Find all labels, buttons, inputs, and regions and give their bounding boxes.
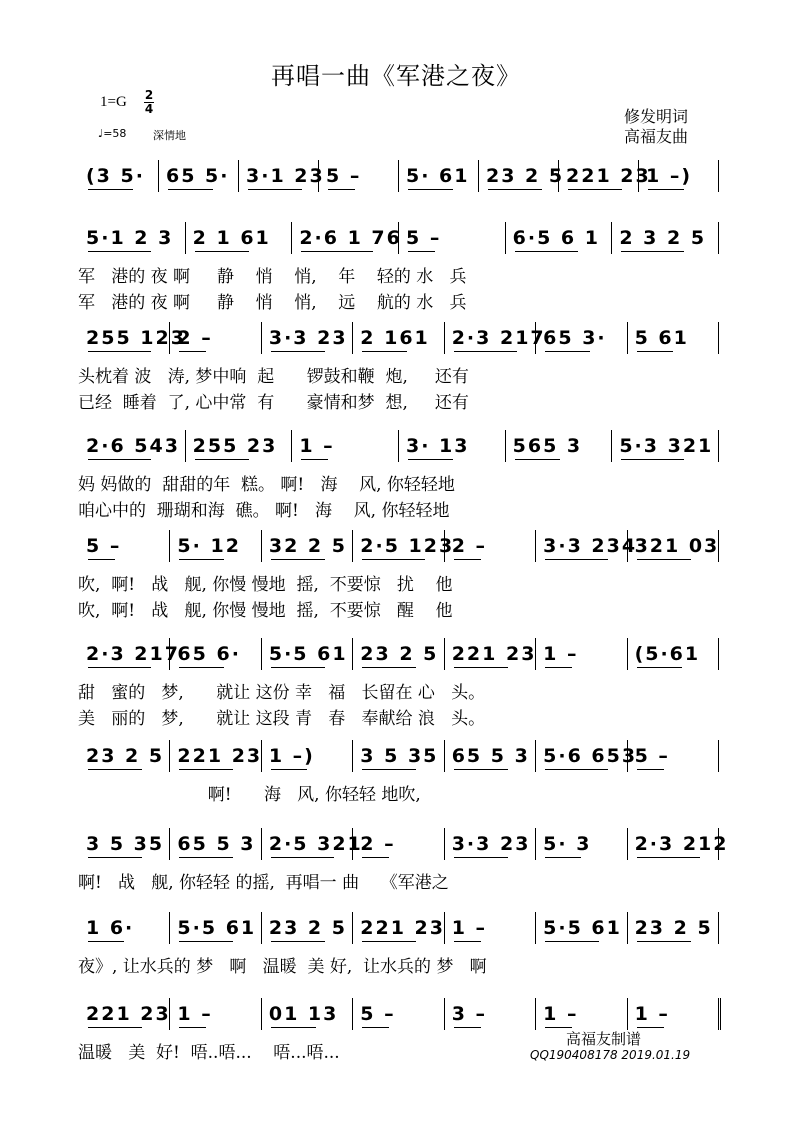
measure: 2·5 321 [268,833,363,855]
notation-row [78,530,726,562]
beam-line [454,1027,481,1028]
beam-line [621,251,684,252]
barline [444,530,445,562]
barline [158,160,159,192]
beam-line [515,251,578,252]
lyric-line: 妈 妈做的 甜甜的年 糕。 啊! 海 风, 你轻轻地 [78,475,455,495]
measure: 2·3 212 [634,833,729,855]
measure: 5 61 [634,327,689,349]
barline [169,912,170,944]
measure: 255 123 [86,327,186,349]
barline [169,998,170,1030]
measure: 23 2 5 [268,917,347,939]
maker-credit: 高福友制谱 [566,1030,642,1048]
measure: 5 – [360,1003,396,1025]
lyric-line: 头枕着 波 涛, 梦中响 起 锣鼓和鞭 炮, 还有 [78,367,469,387]
beam-line [637,667,682,668]
measure: 2 – [360,833,396,855]
measure: 2·3 217 [86,643,180,665]
barline [535,638,536,670]
barline [352,322,353,354]
beam-line [179,941,233,942]
measure: 23 2 5 [360,643,439,665]
barline [627,912,628,944]
measure: 2 – [177,327,213,349]
barline [444,322,445,354]
beam-line [195,251,249,252]
beam-line [88,857,142,858]
beam-line [88,459,151,460]
beam-line [621,459,684,460]
beam-line [637,941,691,942]
barline [398,430,399,462]
barline [718,430,719,462]
beam-line [328,189,355,190]
measure: 1 –) [646,165,693,187]
measure: 321 03 [634,535,720,557]
notation-row [78,912,726,944]
beam-line [408,251,435,252]
beam-line [568,189,622,190]
measure: (3 5· [86,165,145,187]
meter-bottom: 4 [144,102,154,116]
barline [444,638,445,670]
barline [558,160,559,192]
barline [261,322,262,354]
beam-line [271,1027,316,1028]
barline [261,740,262,772]
measure: 2·5 123 [360,535,455,557]
measure: 5·5 61 [543,917,622,939]
beam-line [88,769,142,770]
measure: 32 2 5 [268,535,347,557]
measure: 1 – [451,917,488,939]
measure: 3 5 35 [360,745,439,767]
barline [718,638,719,670]
notation-row [78,740,726,772]
measure: 5· 61 [406,165,470,187]
measure: 65 5 3 [451,745,530,767]
beam-line [362,941,416,942]
measure: 1 – [543,1003,579,1025]
measure: 3·3 23 [268,327,348,349]
measure: 221 23 [177,745,263,767]
lyric-line: 咱心中的 珊瑚和海 礁。 啊! 海 风, 你轻轻地 [78,501,450,521]
measure: (5·61 [634,643,701,665]
beam-line [88,1027,142,1028]
barline [718,912,719,944]
lyric-line: 甜 蜜的 梦, 就让 这份 幸 福 长留在 心 头。 [78,683,486,703]
measure: 2·6 543 [86,435,180,457]
beam-line [271,351,325,352]
barline [444,740,445,772]
beam-line [179,857,233,858]
measure: 2 161 [360,327,430,349]
barline [638,160,639,192]
lyric-line: 已经 睡着 了, 心中常 有 豪情和梦 想, 还有 [78,393,469,413]
beam-line [454,559,481,560]
beam-line [637,769,664,770]
beam-line [545,667,572,668]
measure: 65 5· [166,165,230,187]
lyric-line: 军 港的 夜 啊 静 悄 悄, 远 航的 水 兵 [78,293,467,313]
beam-line [88,351,151,352]
beam-line [454,769,508,770]
measure: 65 5 3 [177,833,256,855]
barline [169,638,170,670]
beam-line [637,351,673,352]
measure: 1 – [543,643,579,665]
composer-credit: 高福友曲 [624,127,689,146]
beam-line [362,351,407,352]
beam-line [88,667,151,668]
beam-line [637,857,700,858]
beam-line [179,559,224,560]
barline [535,322,536,354]
barline [291,430,292,462]
barline [261,530,262,562]
mood-mark: 深情地 [153,129,186,142]
measure: 5 – [326,165,362,187]
barline [185,222,186,254]
contact-line: QQ190408178 2019.01.19 [530,1048,691,1062]
tempo-mark: ♩=58 [98,127,127,140]
measure: 3·3 234 [543,535,638,557]
barline [352,912,353,944]
barline [718,828,719,860]
measure: 3·1 23 [246,165,325,187]
beam-line [301,459,328,460]
lyricist-credit: 修发明词 [624,107,689,126]
measure: 1 6· [86,917,135,939]
measure: 221 23 [360,917,445,939]
notation-row [78,160,726,192]
measure: 2 1 61 [192,227,271,249]
beam-line [515,459,560,460]
barline [535,828,536,860]
measure: 01 13 [268,1003,339,1025]
beam-line [179,769,233,770]
beam-line [88,559,115,560]
barline [718,530,719,562]
beam-line [88,251,151,252]
barline [398,222,399,254]
measure: 2·6 1 76 [299,227,402,249]
lyric-line: 军 港的 夜 啊 静 悄 悄, 年 轻的 水 兵 [78,267,467,287]
barline [444,998,445,1030]
barline [535,998,536,1030]
measure: 2·3 217 [451,327,546,349]
barline [169,740,170,772]
measure: 5·5 61 [177,917,257,939]
measure: 6·5 6 1 [512,227,600,249]
beam-line [362,559,425,560]
lyric-line: 啊! 海 风, 你轻轻 地吹, [78,785,421,805]
measure: 5·6 653 [543,745,638,767]
barline [352,998,353,1030]
beam-line [88,941,124,942]
beam-line [488,189,542,190]
barline [535,530,536,562]
barline [611,222,612,254]
measure: 221 23 [566,165,651,187]
measure: 23 2 5 [86,745,165,767]
time-signature [144,89,154,116]
beam-line [545,559,608,560]
beam-line [362,1027,389,1028]
barline [627,740,628,772]
repeat-barline [535,912,536,944]
measure: 1 –) [268,745,315,767]
beam-line [454,667,508,668]
barline [185,430,186,462]
measure: 3 5 35 [86,833,165,855]
barline [505,222,506,254]
barline [718,740,719,772]
barline [352,530,353,562]
measure: 1 – [299,435,335,457]
beam-line [362,857,389,858]
lyric-line: 夜》, 让水兵的 梦 啊 温暖 美 好, 让水兵的 梦 啊 [78,957,487,977]
barline [261,828,262,860]
measure: 2 3 2 5 [619,227,707,249]
beam-line [362,667,416,668]
lyric-line: 吹, 啊! 战 舰, 你慢 慢地 摇, 不要惊 扰 他 [78,575,453,595]
barline [291,222,292,254]
meter-top: 2 [144,88,154,102]
beam-line [545,941,599,942]
lyric-line: 啊! 战 舰, 你轻轻 的摇, 再唱一 曲 《军港之 [78,873,449,893]
measure: 3· 13 [406,435,470,457]
beam-line [179,667,224,668]
barline [261,912,262,944]
measure: 221 23 [451,643,537,665]
barline [611,430,612,462]
measure: 255 23 [192,435,278,457]
barline [478,160,479,192]
measure: 5 – [634,745,670,767]
barline [627,828,628,860]
beam-line [545,351,590,352]
barline [169,530,170,562]
barline [444,912,445,944]
beam-line [179,1027,206,1028]
measure: 23 2 5 [634,917,713,939]
barline [627,322,628,354]
beam-line [271,667,325,668]
beam-line [637,559,691,560]
barline [238,160,239,192]
barline [444,828,445,860]
measure: 221 23 [86,1003,171,1025]
beam-line [248,189,302,190]
beam-line [271,559,325,560]
beam-line [271,769,307,770]
lyric-line: 美 丽的 梦, 就让 这段 青 春 奉献给 浪 头。 [78,709,486,729]
measure: 1 – [634,1003,670,1025]
measure: 65 6· [177,643,241,665]
barline [318,160,319,192]
barline [352,638,353,670]
barline [627,530,628,562]
barline [352,828,353,860]
barline [169,322,170,354]
barline [627,638,628,670]
barline [398,160,399,192]
measure: 2 – [451,535,488,557]
beam-line [408,189,453,190]
measure: 5 – [406,227,442,249]
beam-line [408,459,453,460]
beam-line [301,251,373,252]
measure: 5·3 321 [619,435,714,457]
notation-row [78,998,726,1030]
page-title: 再唱一曲《军港之夜》 [271,62,521,90]
beam-line [168,189,213,190]
barline [352,740,353,772]
barline [718,322,719,354]
barline [505,430,506,462]
notation-row [78,322,726,354]
beam-line [648,189,684,190]
beam-line [362,769,416,770]
measure: 5· 12 [177,535,241,557]
beam-line [454,351,517,352]
measure: 5·1 2 3 [86,227,174,249]
measure: 5· 3 [543,833,592,855]
beam-line [195,459,249,460]
notation-row [78,430,726,462]
measure: 3·3 23 [451,833,531,855]
barline [261,998,262,1030]
barline [718,222,719,254]
measure: 565 3 [512,435,583,457]
lyric-line: 温暖 美 好! 唔..唔... 唔...唔... [78,1043,340,1063]
barline [169,828,170,860]
measure: 5·5 61 [268,643,348,665]
barline [627,998,628,1030]
lyric-line: 吹, 啊! 战 舰, 你慢 慢地 摇, 不要惊 醒 他 [78,601,453,621]
measure: 23 2 5 [486,165,565,187]
measure: 5 – [86,535,122,557]
beam-line [179,351,206,352]
notation-row [78,222,726,254]
measure: 1 – [177,1003,213,1025]
key-signature: 1=G [100,94,127,110]
beam-line [454,857,508,858]
beam-line [271,857,334,858]
measure: 3 – [451,1003,488,1025]
beam-line [454,941,481,942]
barline [535,740,536,772]
measure: 65 3· [543,327,607,349]
beam-line [88,189,133,190]
barline [261,638,262,670]
beam-line [545,769,608,770]
beam-line [271,941,325,942]
barline [718,160,719,192]
notation-row [78,638,726,670]
final-barline [718,998,721,1030]
beam-line [545,857,581,858]
notation-row [78,828,729,860]
